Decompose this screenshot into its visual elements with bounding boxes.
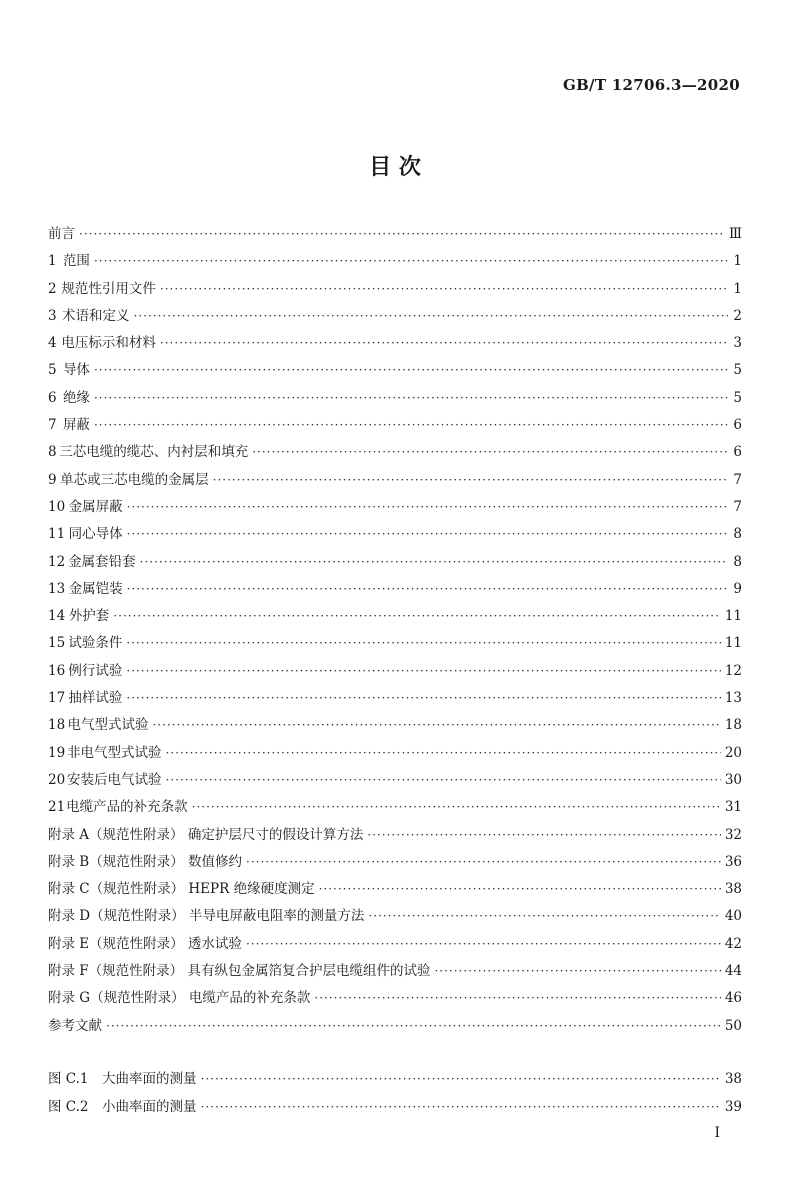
figure-entry-label: 图 C.2 小曲率面的测量 [48, 1098, 197, 1115]
toc-entry[interactable] [48, 331, 742, 358]
toc-entry[interactable] [48, 741, 742, 768]
dot-leader [201, 1100, 721, 1114]
dot-leader [166, 746, 721, 760]
toc-entry[interactable] [48, 413, 742, 440]
dot-leader [126, 691, 720, 705]
dot-leader [201, 1072, 721, 1086]
toc-entry-number: 3 [48, 307, 57, 324]
dot-leader [94, 391, 728, 405]
page-number: 31 [724, 799, 742, 816]
toc-entry-number: 19 [48, 744, 66, 761]
toc-entry[interactable] [48, 631, 742, 658]
toc-entry[interactable] [48, 686, 742, 713]
dot-leader [94, 254, 728, 268]
toc-entry-label: 安装后电气试验 [67, 771, 162, 788]
page-number: 1 [733, 280, 742, 297]
dot-leader [213, 473, 728, 487]
toc-entry-label: 绝缘 [62, 389, 90, 406]
toc-entry-label: 规范性引用文件 [61, 280, 156, 297]
toc-entry[interactable] [48, 550, 742, 577]
page-number: 39 [724, 1098, 742, 1115]
toc-entry-number: 18 [48, 717, 66, 734]
toc-entry-number: 6 [48, 389, 57, 406]
toc-entry-label: 电气型式试验 [67, 717, 149, 734]
toc-entry[interactable] [48, 986, 742, 1013]
page-number: 11 [724, 635, 742, 652]
dot-leader [166, 773, 721, 787]
toc-entry-number: 17 [48, 690, 66, 707]
toc-entry-number: 16 [48, 662, 66, 679]
toc-entry-label: 电缆产品的补充条款 [66, 799, 188, 816]
page-number: 32 [724, 826, 742, 843]
toc-entry-number: 14 [48, 608, 66, 625]
dot-leader [126, 664, 720, 678]
toc-entry-label: 屏蔽 [62, 417, 90, 434]
toc-entry-number: 10 [48, 498, 66, 515]
page-number: 5 [733, 362, 742, 379]
toc-entry-number: 11 [48, 526, 66, 543]
page-number: 7 [733, 471, 742, 488]
dot-leader [152, 718, 720, 732]
toc-entry-label: 金属套铅套 [68, 553, 136, 570]
toc-entry[interactable] [48, 222, 742, 249]
figure-list [48, 1067, 742, 1122]
toc-list [48, 222, 742, 1041]
standard-code: GB/T 12706.3—2020 [562, 76, 740, 94]
toc-entry[interactable] [48, 495, 742, 522]
toc-entry-number: 20 [48, 771, 66, 788]
dot-leader [134, 309, 729, 323]
toc-entry-label: 金属铠装 [68, 580, 123, 597]
toc-entry-number: 12 [48, 553, 66, 570]
toc-entry-label: 术语和定义 [62, 307, 130, 324]
toc-entry-label: 附录 D（规范性附录） 半导电屏蔽电阻率的测量方法 [48, 908, 365, 925]
dot-leader [368, 909, 720, 923]
toc-entry[interactable] [48, 959, 742, 986]
dot-leader [246, 937, 721, 951]
dot-leader [106, 1019, 721, 1033]
toc-entry-number: 2 [48, 280, 57, 297]
toc-entry[interactable] [48, 850, 742, 877]
dot-leader [126, 636, 720, 650]
toc-entry[interactable] [48, 249, 742, 276]
page-number: 40 [724, 908, 742, 925]
dot-leader [94, 418, 728, 432]
toc-entry-label: 外护套 [68, 608, 110, 625]
figure-entry-label: 图 C.1 大曲率面的测量 [48, 1071, 197, 1087]
toc-entry[interactable] [48, 1014, 742, 1041]
page-number: 2 [733, 307, 742, 324]
toc-entry[interactable] [48, 358, 742, 385]
toc-entry-label: 三芯电缆的缆芯、内衬层和填充 [59, 444, 249, 461]
toc-entry[interactable] [48, 440, 742, 467]
toc-entry[interactable] [48, 795, 742, 822]
toc-entry[interactable] [48, 577, 742, 604]
toc-entry-label: 非电气型式试验 [67, 744, 162, 761]
toc-entry[interactable] [48, 904, 742, 931]
dot-leader [79, 227, 725, 241]
toc-entry[interactable] [48, 823, 742, 850]
page-number: 11 [724, 608, 742, 625]
dot-leader [127, 527, 728, 541]
toc-entry[interactable] [48, 277, 742, 304]
toc-title: 目 次 [369, 155, 421, 180]
page-folio: I [714, 1125, 720, 1141]
page-number: 18 [724, 717, 742, 734]
dot-leader [367, 828, 720, 842]
toc-entry-number: 15 [48, 635, 66, 652]
page-number: 44 [724, 963, 742, 980]
toc-entry-number: 8 [48, 444, 57, 461]
toc-entry-label: 附录 E（规范性附录） 透水试验 [48, 935, 242, 952]
page-number: Ⅲ [728, 226, 742, 242]
toc-entry-number: 13 [48, 580, 66, 597]
page-number: 1 [733, 253, 742, 270]
dot-leader [160, 282, 728, 296]
page-number: 50 [724, 1017, 742, 1034]
toc-entry[interactable] [48, 468, 742, 495]
figure-entry[interactable] [48, 1095, 742, 1123]
dot-leader [246, 855, 721, 869]
toc-entry-label: 例行试验 [68, 662, 123, 679]
page-number: 12 [724, 662, 742, 679]
dot-leader [319, 882, 721, 896]
toc-entry-label: 电压标示和材料 [61, 335, 156, 352]
dot-leader [252, 445, 728, 459]
toc-entry-label: 导体 [62, 362, 90, 379]
toc-entry[interactable] [48, 932, 742, 959]
dot-leader [434, 964, 720, 978]
toc-entry[interactable] [48, 604, 742, 631]
dot-leader [314, 991, 720, 1005]
toc-entry-number: 4 [48, 335, 57, 352]
toc-entry-label: 附录 C（规范性附录） HEPR 绝缘硬度测定 [48, 881, 315, 898]
toc-entry-label: 范围 [62, 253, 90, 270]
toc-entry[interactable] [48, 659, 742, 686]
page-number: 38 [724, 1071, 742, 1087]
toc-entry-label: 附录 F（规范性附录） 具有纵包金属箔复合护层电缆组件的试验 [48, 963, 431, 980]
toc-entry[interactable] [48, 768, 742, 795]
page-number: 3 [733, 335, 742, 352]
toc-entry-label: 附录 G（规范性附录） 电缆产品的补充条款 [48, 990, 311, 1007]
toc-entry-label: 附录 A（规范性附录） 确定护层尺寸的假设计算方法 [48, 826, 364, 843]
toc-entry-number: 9 [48, 471, 57, 488]
page-number: 42 [724, 935, 742, 952]
toc-entry-label: 前言 [48, 226, 75, 242]
toc-entry-number: 7 [48, 417, 57, 434]
toc-entry[interactable] [48, 713, 742, 740]
toc-entry-label: 参考文献 [48, 1017, 102, 1034]
dot-leader [113, 609, 721, 623]
toc-entry[interactable] [48, 877, 742, 904]
page-number: 5 [733, 389, 742, 406]
figure-entry[interactable] [48, 1067, 742, 1095]
dot-leader [160, 336, 728, 350]
toc-entry-label: 附录 B（规范性附录） 数值修约 [48, 853, 243, 870]
page-number: 30 [724, 771, 742, 788]
page-number: 20 [724, 744, 742, 761]
toc-entry-label: 抽样试验 [68, 690, 123, 707]
page-number: 6 [733, 444, 742, 461]
page-number: 46 [724, 990, 742, 1007]
dot-leader [140, 555, 728, 569]
toc-entry-label: 试验条件 [68, 635, 123, 652]
page-number: 7 [733, 498, 742, 515]
toc-entry-label: 金属屏蔽 [68, 498, 123, 515]
toc-entry-label: 同心导体 [68, 526, 123, 543]
dot-leader [192, 800, 721, 814]
toc-entry-label: 单芯或三芯电缆的金属层 [60, 471, 209, 488]
page-number: 8 [733, 553, 742, 570]
toc-entry-number: 1 [48, 253, 57, 270]
page-number: 13 [724, 690, 742, 707]
dot-leader [127, 582, 728, 596]
dot-leader [127, 500, 728, 514]
toc-entry[interactable] [48, 304, 742, 331]
dot-leader [94, 363, 728, 377]
page-number: 6 [733, 417, 742, 434]
toc-entry[interactable] [48, 522, 742, 549]
page-number: 8 [733, 526, 742, 543]
page-number: 36 [724, 853, 742, 870]
page-number: 9 [733, 580, 742, 597]
page-number: 38 [724, 881, 742, 898]
toc-entry-number: 21 [48, 799, 66, 816]
toc-entry[interactable] [48, 386, 742, 413]
toc-entry-number: 5 [48, 362, 57, 379]
